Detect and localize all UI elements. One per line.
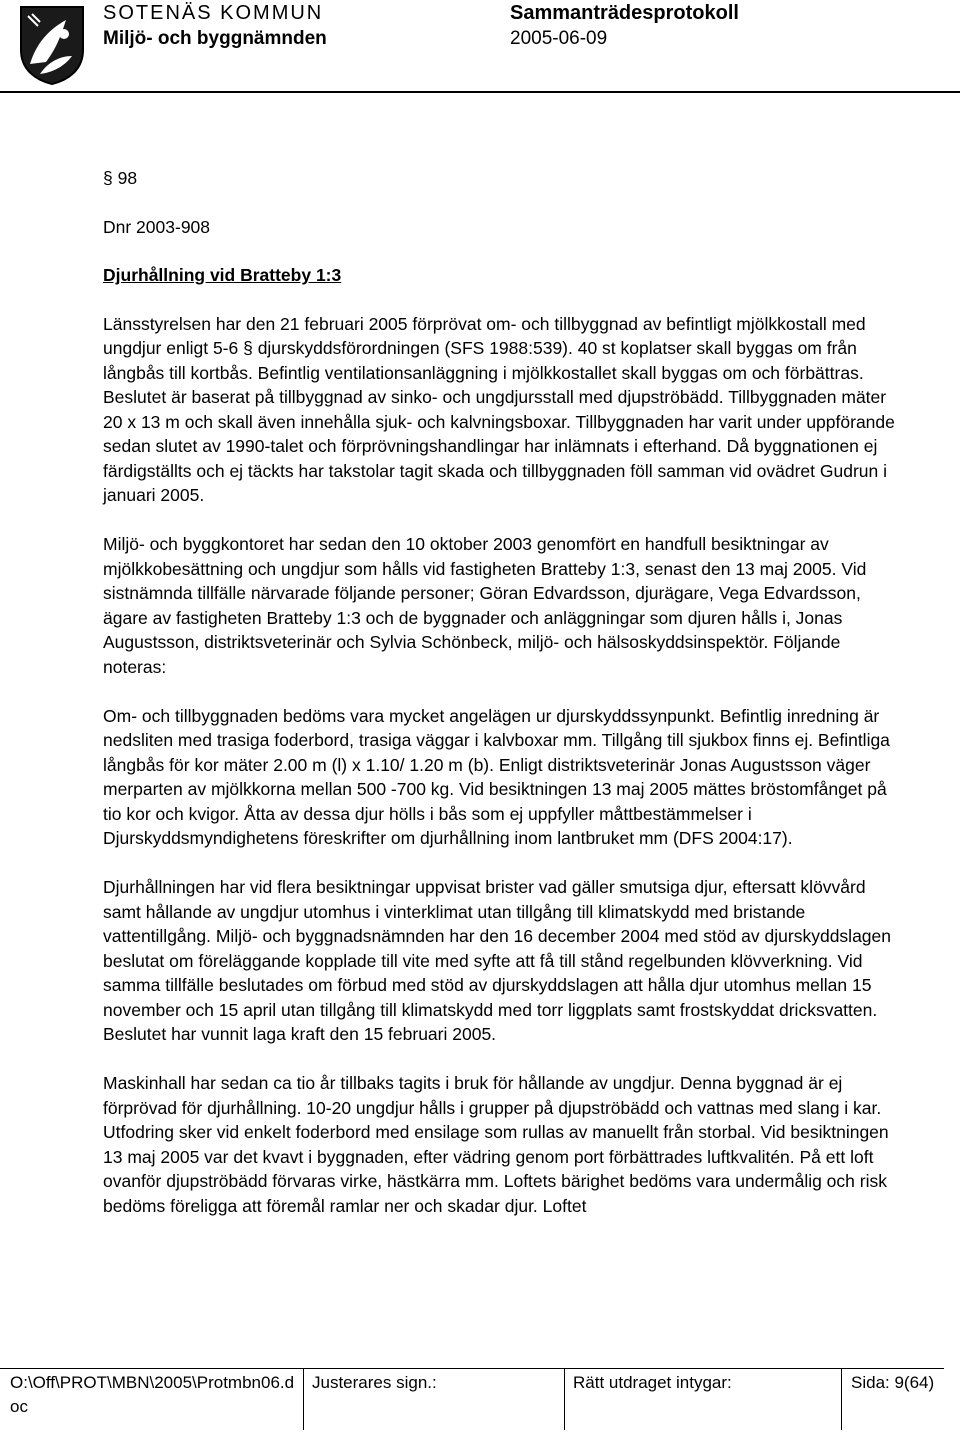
page-header — [0, 0, 960, 94]
body-paragraph: Djurhållningen har vid flera besiktningar uppvisat brister vad gäller smutsiga djur, eftersatt klövvård samt hållande av ungdjur utomhus i vinterklimat utan tillgång till klimatskydd med bristande vattentillgång. Miljö- och byggnadsnämnden har den 16 december 2004 med stöd av djurskyddslagen beslutat om föreläggande kopplade till vite med syfte att få till stånd regelbunden klövverkning. Vid samma tillfälle beslutades om förbud med stöd av djurskyddslagen att hålla djur utomhus mellan 15 november och 15 april utan tillgång till klimatskydd med torr liggplats samt frostskyddat dricksvatten. Beslutet har vunnit laga kraft den 15 februari 2005. — [103, 877, 891, 1044]
footer-column-divider — [303, 1368, 304, 1430]
footer-page-number: Sida: 9(64) — [851, 1373, 935, 1392]
board-name: Miljö- och byggnämnden — [103, 28, 327, 49]
section-number: § 98 — [103, 168, 138, 188]
header-divider — [0, 91, 960, 93]
footer-column-divider — [841, 1368, 842, 1430]
body-paragraph: Miljö- och byggkontoret har sedan den 10 oktober 2003 genomfört en handfull besiktningar av mjölkkobesättning och ungdjur som hålls vid fastigheten Bratteby 1:3, senast den 13 maj 2005. Vid sistnämnda tillfälle närvarade följande personer; Göran Edvardsson, djurägare, Vega Edvardsson, ägare av fastigheten Bratteby 1:3 och de byggnader och anläggningar som djuren hålls i, Jonas Augustsson, distriktsveterinär och Sylvia Schönbeck, miljö- och hälsoskyddsinspektör. Följande noteras: — [103, 534, 867, 677]
body-paragraph: Maskinhall har sedan ca tio år tillbaks tagits i bruk för hållande av ungdjur. Denna byggnad är ej förprövad för djurhållning. 10-20 ungdjur hålls i grupper på djupströbädd och vattnas med slang i kar. Utfodring sker vid enkelt foderbord med ensilage som rullas av manuellt från storbal. Vid besiktningen 13 maj 2005 var det kvavt i byggnaden, efter vädring genom port förbättrades luftkvalitén. På ett loft ovanför djupströbädd förvaras virke, hästkärra mm. Loftets bärighet bedöms vara undermålig och risk bedöms föreligga att föremål ramlar ner och skadar djur. Loftet — [103, 1073, 889, 1216]
footer-column-divider — [564, 1368, 565, 1430]
footer-file-path: O:\Off\PROT\MBN\2005\Protmbn06.doc — [10, 1373, 295, 1416]
body-paragraph: Om- och tillbyggnaden bedöms vara mycket angelägen ur djurskyddssynpunkt. Befintlig inredning är nedsliten med trasiga foderbord, trasiga väggar i kalvboxar mm. Tillgång till sjukbox finns ej. Befintliga långbås för kor mäter 2.00 m (l) x 1.10/ 1.20 m (b). Enligt distriktsveterinär Jonas Augustsson väger merparten av mjölkkorna mellan 500 -700 kg. Vid besiktningen 13 maj 2005 mättes bröstomfånget på tio kor och kvigor. Åtta av dessa djur hölls i bås som ej uppfyller måttbestämmelser i Djurskyddsmyndighetens föreskrifter om djurhållning inom lantbruket mm (DFS 2004:17). — [103, 705, 890, 848]
footer-adjust-sign: Justerares sign.: — [312, 1373, 437, 1392]
document-body — [103, 166, 903, 1243]
footer-certified: Rätt utdraget intygar: — [573, 1373, 732, 1392]
footer-divider — [0, 1368, 944, 1369]
body-paragraph: Länsstyrelsen har den 21 februari 2005 förprövat om- och tillbyggnad av befintligt mjölkkostall med ungdjur enligt 5-6 § djurskyddsförordningen (SFS 1988:539). 40 st koplatser skall byggas om från långbås till kortbås. Befintlig ventilationsanläggning i mjölkkostallet skall byggas om och förbättras. Beslutet är baserat på tillbyggnad av sinko- och ungdjursstall med djupströbädd. Tillbyggnaden mäter 20 x 13 m och skall även innehålla sjuk- och kalvningsboxar. Tillbyggnaden har varit under uppförande sedan slutet av 1990-talet och förprövningshandlingar har inlämnats i efterhand. Då byggnationen ej färdigställts och ej täckts har takstolar tagit skada och tillbyggnaden föll samman vid ovädret Gudrun i januari 2005. — [103, 313, 895, 505]
meeting-date: 2005-06-09 — [510, 28, 608, 49]
municipal-coat-of-arms-icon — [18, 4, 86, 86]
document-type: Sammanträdesprotokoll — [510, 2, 739, 24]
case-title: Djurhållning vid Bratteby 1:3 — [103, 265, 342, 285]
organization-name: SOTENÄS KOMMUN — [103, 2, 324, 24]
page-footer — [0, 1368, 960, 1430]
case-number: Dnr 2003-908 — [103, 216, 211, 237]
